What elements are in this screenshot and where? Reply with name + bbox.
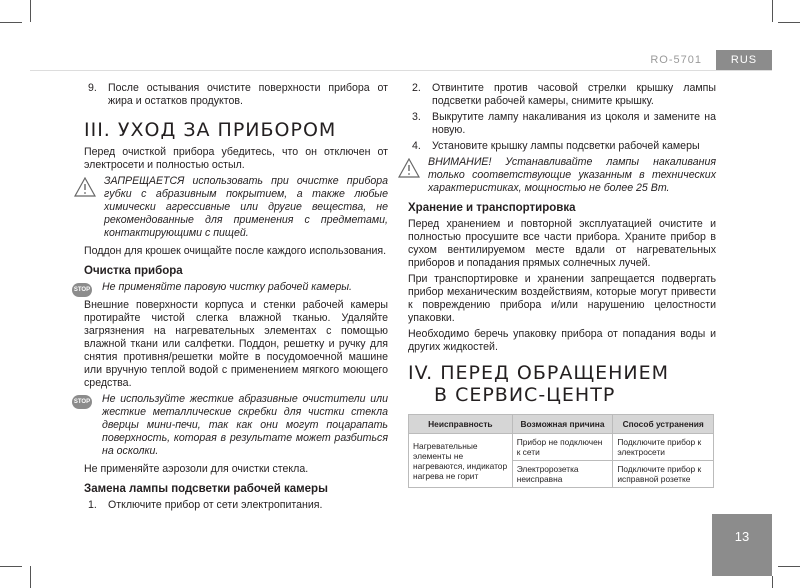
care-intro: Перед очисткой прибора убедитесь, что он отключен от электросети и полностью остыл. — [84, 146, 388, 171]
item-number: 9. — [88, 82, 97, 94]
warning-note — [70, 175, 388, 240]
item-number: 3. — [412, 111, 421, 123]
cleaning-text: Внешние поверхности корпуса и стенки рабочей камеры протирайте чистой слегка влажной тканью. Удаляйте загрязнения на нагревательных элементах с помощью влажной ткани или салфетки. Поддон, решетку и ручку для снятия противня/решетки мойте в посудомоечной машине или вручную теплой водой с применением мягкого моющего средства. — [84, 299, 388, 389]
lamp-heading: Замена лампы подсветки рабочей камеры — [84, 483, 328, 495]
crop-mark — [772, 576, 773, 588]
right-column — [408, 82, 716, 488]
crop-mark — [0, 22, 22, 23]
service-title-line2: В СЕРВИС-ЦЕНТР — [434, 384, 616, 406]
storage-paragraph: Необходимо беречь упаковку прибора от попадания воды и других жидкостей. — [408, 328, 716, 353]
cleaning-heading: Очистка прибора — [84, 265, 183, 277]
item-text: Отключите прибор от сети электропитания. — [108, 499, 323, 511]
troubleshooting-table — [408, 414, 714, 488]
stop-note — [72, 281, 388, 294]
problem-cell: Нагревательные элементы не нагреваются, индикатор нагрева не горит — [409, 434, 513, 488]
crop-mark — [772, 0, 773, 22]
table-row — [409, 434, 714, 461]
section-title-service — [408, 362, 716, 406]
column-header: Возможная причина — [512, 415, 613, 434]
language-badge: RUS — [716, 50, 772, 70]
service-title-line1: IV. ПЕРЕД ОБРАЩЕНИЕМ — [408, 362, 669, 384]
page-number: 13 — [712, 514, 772, 576]
table-header-row — [409, 415, 714, 434]
model-label: RO-5701 — [580, 50, 710, 70]
crop-mark — [30, 566, 31, 588]
item-text: После остывания очистите поверхности прибора от жира и остатков продуктов. — [108, 82, 388, 107]
list-item — [84, 499, 388, 512]
stop-icon: STOP — [72, 395, 92, 409]
item-text: Выкрутите лампу накаливания из цоколя и замените на новую. — [432, 111, 716, 136]
storage-heading: Хранение и транспортировка — [408, 202, 576, 214]
stop-icon: STOP — [72, 283, 92, 297]
list-item — [408, 140, 716, 153]
warning-triangle-icon — [394, 156, 428, 195]
list-item — [408, 82, 716, 108]
crop-mark — [0, 566, 22, 567]
stop-note-text: Не применяйте паровую чистку рабочей камеры. — [102, 281, 352, 293]
solution-cell: Подключите прибор к исправной розетке — [613, 461, 714, 488]
warning-text: ВНИМАНИЕ! Устанавливайте лампы накаливания только соответствующие указанным в технических характеристиках, мощностью не более 25 Вт. — [428, 156, 716, 194]
cause-cell: Электророзетка неисправна — [512, 461, 613, 488]
aerosol-text: Не применяйте аэрозоли для очистки стекла. — [84, 463, 309, 475]
tray-text: Поддон для крошек очищайте после каждого использования. — [84, 245, 387, 257]
warning-note — [394, 156, 716, 195]
left-column — [73, 82, 388, 515]
column-header: Неисправность — [409, 415, 513, 434]
item-text: Установите крышку лампы подсветки рабочей камеры — [432, 140, 700, 152]
storage-paragraph: При транспортировке и хранении запрещается подвергать прибор механическим воздействиям, которые могут привести к повреждению прибора и/или нарушению целостности упаковки. — [408, 273, 716, 324]
item-number: 1. — [88, 499, 97, 511]
warning-text: ЗАПРЕЩАЕТСЯ использовать при очистке прибора губки с абразивным покрытием, а также любые химически агрессивные или другие вещества, не рекомендованные для применения с предметами, контактирующими с пищей. — [104, 175, 388, 239]
crop-mark — [778, 22, 800, 23]
list-item — [84, 82, 388, 108]
header-divider — [30, 70, 772, 71]
item-number: 4. — [412, 140, 421, 152]
list-item — [408, 111, 716, 137]
storage-paragraph: Перед хранением и повторной эксплуатацией очистите и полностью просушите все части прибора. Храните прибор в сухом вентилируемом месте вдали от нагревательных приборов и попадания прямых солнечных лучей. — [408, 218, 716, 269]
stop-note — [72, 393, 388, 458]
item-number: 2. — [412, 82, 421, 94]
stop-note-text: Не используйте жесткие абразивные очистители или жесткие металлические скребки для чистки стекла дверцы мини-печи, так как они могут поцарапать поверхность, которая в результате может разбиться на осколки. — [102, 393, 388, 457]
column-header: Способ устранения — [613, 415, 714, 434]
section-title-care: III. УХОД ЗА ПРИБОРОМ — [84, 119, 337, 141]
crop-mark — [778, 566, 800, 567]
item-text: Отвинтите против часовой стрелки крышку лампы подсветки рабочей камеры, снимите крышку. — [432, 82, 716, 107]
warning-triangle-icon — [70, 175, 104, 240]
solution-cell: Подключите прибор к электросети — [613, 434, 714, 461]
cause-cell: Прибор не подключен к сети — [512, 434, 613, 461]
crop-mark — [30, 0, 31, 22]
